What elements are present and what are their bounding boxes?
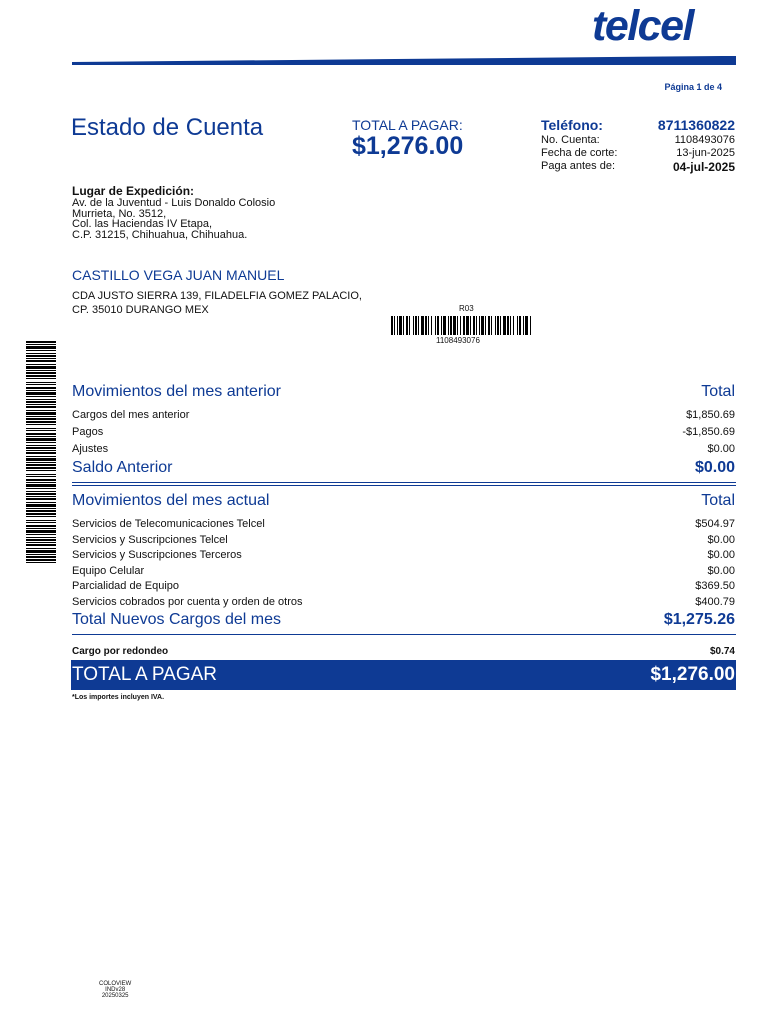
redondeo-row [72, 646, 735, 657]
current-total-header: Total [701, 492, 735, 509]
side-barcode [26, 341, 56, 565]
cuenta-label: No. Cuenta: [541, 134, 600, 146]
expedition-label: Lugar de Expedición: [72, 184, 195, 198]
total-band [71, 660, 736, 690]
row-label: Pagos [72, 426, 104, 438]
row-label: Servicios cobrados por cuenta y orden de otros [72, 596, 303, 608]
customer-address [72, 289, 362, 317]
expedition-line: C.P. 31215, Chihuahua, Chihuahua. [72, 228, 248, 241]
row-label: Parcialidad de Equipo [72, 580, 180, 592]
row-value: $0.00 [707, 443, 735, 455]
row-value: $369.50 [695, 580, 735, 592]
expedition-line: Av. de la Juventud - Luis Donaldo Colosio [72, 197, 276, 209]
row-label: Servicios y Suscripciones Telcel [72, 534, 228, 546]
previous-total-header: Total [701, 383, 735, 400]
saldo-anterior-value: $0.00 [694, 459, 735, 476]
telcel-logo: telcel [592, 2, 693, 50]
footer-code-line: INDv28 [105, 987, 126, 993]
expedition-line: Col. las Haciendas IV Etapa, [72, 218, 213, 230]
previous-row [72, 409, 735, 421]
row-label: Cargos del mes anterior [72, 409, 190, 421]
paga-label: Paga antes de: [541, 160, 616, 172]
divider [72, 634, 736, 635]
row-label: Equipo Celular [72, 565, 145, 577]
nuevos-cargos-row [72, 611, 735, 629]
barcode-number: 1108493076 [436, 336, 480, 345]
row-value: $1,850.69 [686, 409, 735, 421]
footer-code-line: 20250325 [101, 993, 129, 999]
row-value: -$1,850.69 [682, 426, 735, 438]
mail-barcode [391, 316, 531, 335]
paga-value: 04-jul-2025 [672, 160, 735, 174]
total-band-label: TOTAL A PAGAR [72, 664, 218, 685]
previous-row [72, 426, 735, 438]
divider [72, 485, 736, 486]
saldo-anterior-label: Saldo Anterior [72, 459, 173, 476]
current-section-title: Movimientos del mes actual [72, 492, 270, 509]
page-indicator: Página 1 de 4 [664, 82, 722, 92]
telefono-row [541, 117, 735, 133]
total-band-value: $1,276.00 [650, 664, 735, 685]
cuenta-row [541, 134, 735, 146]
total-label: TOTAL A PAGAR: [352, 117, 463, 133]
telefono-label: Teléfono: [541, 117, 603, 133]
row-label: Ajustes [72, 443, 109, 455]
current-row [72, 596, 735, 608]
customer-address-line: CDA JUSTO SIERRA 139, FILADELFIA GOMEZ PALACIO, [72, 290, 362, 302]
current-row [72, 549, 735, 561]
customer-name: CASTILLO VEGA JUAN MANUEL [72, 267, 285, 283]
row-value: $504.97 [695, 518, 735, 530]
current-row [72, 534, 735, 546]
expedition-address [72, 198, 275, 240]
cuenta-value: 1108493076 [674, 134, 735, 146]
row-value: $0.00 [707, 549, 735, 561]
corte-value: 13-jun-2025 [676, 147, 735, 159]
total-amount: $1,276.00 [352, 132, 464, 160]
footer-code-line: COLOVIEW [99, 981, 132, 987]
iva-note: *Los importes incluyen IVA. [72, 694, 165, 701]
redondeo-value: $0.74 [709, 646, 735, 657]
previous-section-title: Movimientos del mes anterior [72, 383, 281, 400]
nuevos-cargos-label: Total Nuevos Cargos del mes [72, 611, 281, 628]
paga-row [541, 160, 735, 174]
route-code: R03 [459, 304, 474, 313]
divider [72, 482, 736, 483]
row-label: Servicios de Telecomunicaciones Telcel [72, 518, 265, 530]
row-label: Servicios y Suscripciones Terceros [72, 549, 242, 561]
header-band [72, 56, 736, 65]
row-value: $0.00 [707, 534, 735, 546]
corte-row [541, 147, 735, 159]
row-value: $400.79 [695, 596, 735, 608]
customer-address-line: CP. 35010 DURANGO MEX [72, 304, 209, 316]
current-row [72, 518, 735, 530]
current-row [72, 580, 735, 592]
corte-label: Fecha de corte: [541, 147, 618, 159]
footer-code [99, 981, 131, 999]
page-title: Estado de Cuenta [71, 114, 264, 141]
saldo-anterior-row [72, 459, 735, 477]
telefono-value: 8711360822 [657, 117, 735, 133]
previous-row [72, 443, 735, 455]
row-value: $0.00 [707, 565, 735, 577]
nuevos-cargos-value: $1,275.26 [663, 611, 735, 628]
redondeo-label: Cargo por redondeo [72, 646, 169, 657]
expedition-line: Murrieta, No. 3512, [72, 207, 167, 220]
current-row [72, 565, 735, 577]
